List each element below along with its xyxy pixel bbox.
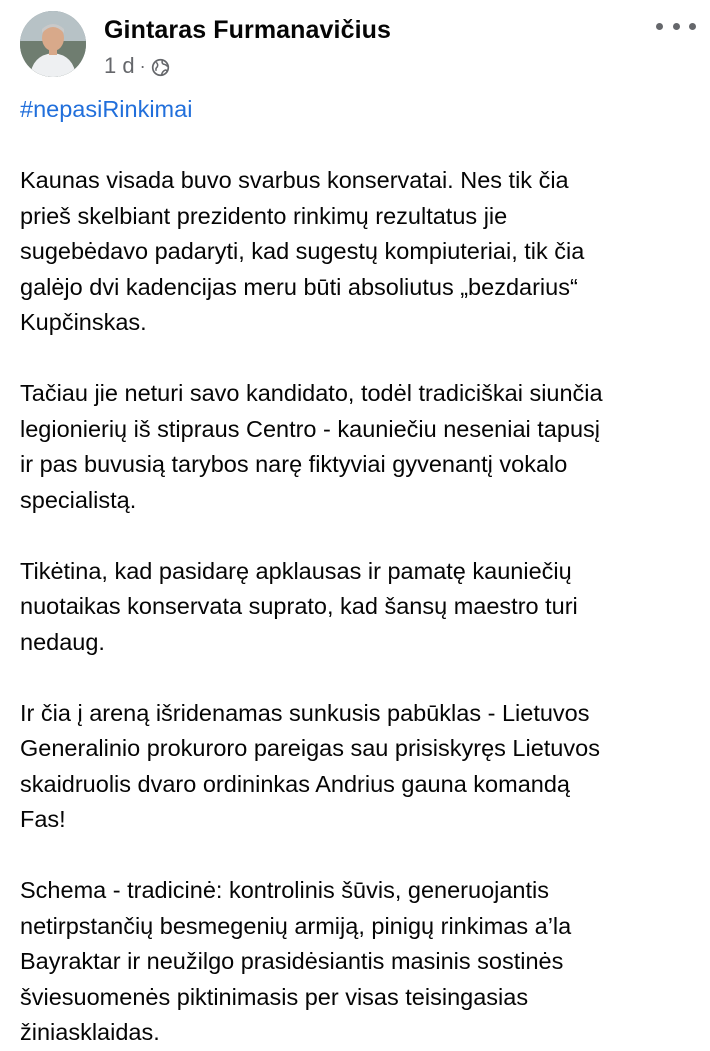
dot <box>656 23 663 30</box>
text-line: Schema - tradicinė: kontrolinis šūvis, generuojantis <box>20 877 550 903</box>
text-line: prieš skelbiant prezidento rinkimų rezultatus jie <box>20 202 508 229</box>
paragraph <box>20 696 696 838</box>
text-line: Generalinio prokuroro pareigas sau prisiskyręs Lietuvos <box>20 735 600 761</box>
post-time[interactable]: 1 d <box>104 53 135 78</box>
text-line: Kupčinskas. <box>20 309 147 335</box>
post-text <box>20 92 696 1051</box>
text-line: žiniasklaidas. <box>20 1019 160 1045</box>
text-line: Ir čia į areną išridenamas sunkusis pabūklas - Lietuvos <box>20 699 590 726</box>
text-line: galėjo dvi kadencijas meru būti absoliutus „bezdarius“ <box>20 273 578 300</box>
dot <box>673 23 680 30</box>
paragraph <box>20 376 696 518</box>
hashtag-link[interactable]: #nepasiRinkimai <box>20 96 193 122</box>
meta-separator: · <box>139 55 146 76</box>
text-line: sugebėdavo padaryti, kad sugestų kompiuteriai, tik čia <box>20 238 585 264</box>
dot <box>689 23 696 30</box>
text-line: nedaug. <box>20 628 105 655</box>
author-name[interactable]: Gintaras Furmanavičius <box>104 16 392 44</box>
text-line: skaidruolis dvaro ordininkas Andrius gauna komandą <box>20 770 570 797</box>
text-line: Kaunas visada buvo svarbus konservatai. Nes tik čia <box>20 167 569 193</box>
text-line: Bayraktar ir neužilgo prasidėsiantis masinis sostinės <box>20 948 564 974</box>
paragraph <box>20 554 696 661</box>
text-line: specialistą. <box>20 486 137 513</box>
text-line: Tikėtina, kad pasidarę apklausas ir pamatę kauniečių <box>20 557 572 584</box>
text-line: šviesuomenės piktinimasis per visas teisingasias <box>20 983 529 1010</box>
avatar[interactable] <box>20 11 86 77</box>
more-options-icon[interactable] <box>656 14 696 38</box>
post-meta <box>104 52 170 80</box>
text-line: Tačiau jie neturi savo kandidato, todėl tradiciškai siunčia <box>20 380 603 406</box>
text-line: ir pas buvusią tarybos narę fiktyviai gyvenantį vokalo <box>20 451 568 477</box>
text-line: nuotaikas konservata suprato, kad šansų maestro turi <box>20 593 578 619</box>
post-header <box>0 0 710 90</box>
text-line: netirpstančių besmegenių armiją, pinigų rinkimas a’la <box>20 912 572 939</box>
avatar-photo <box>20 11 86 77</box>
globe-icon <box>151 57 170 76</box>
paragraph <box>20 163 696 341</box>
text-line: Fas! <box>20 806 66 832</box>
text-line: legionierių iš stipraus Centro - kauniečiu neseniai tapusį <box>20 415 600 442</box>
